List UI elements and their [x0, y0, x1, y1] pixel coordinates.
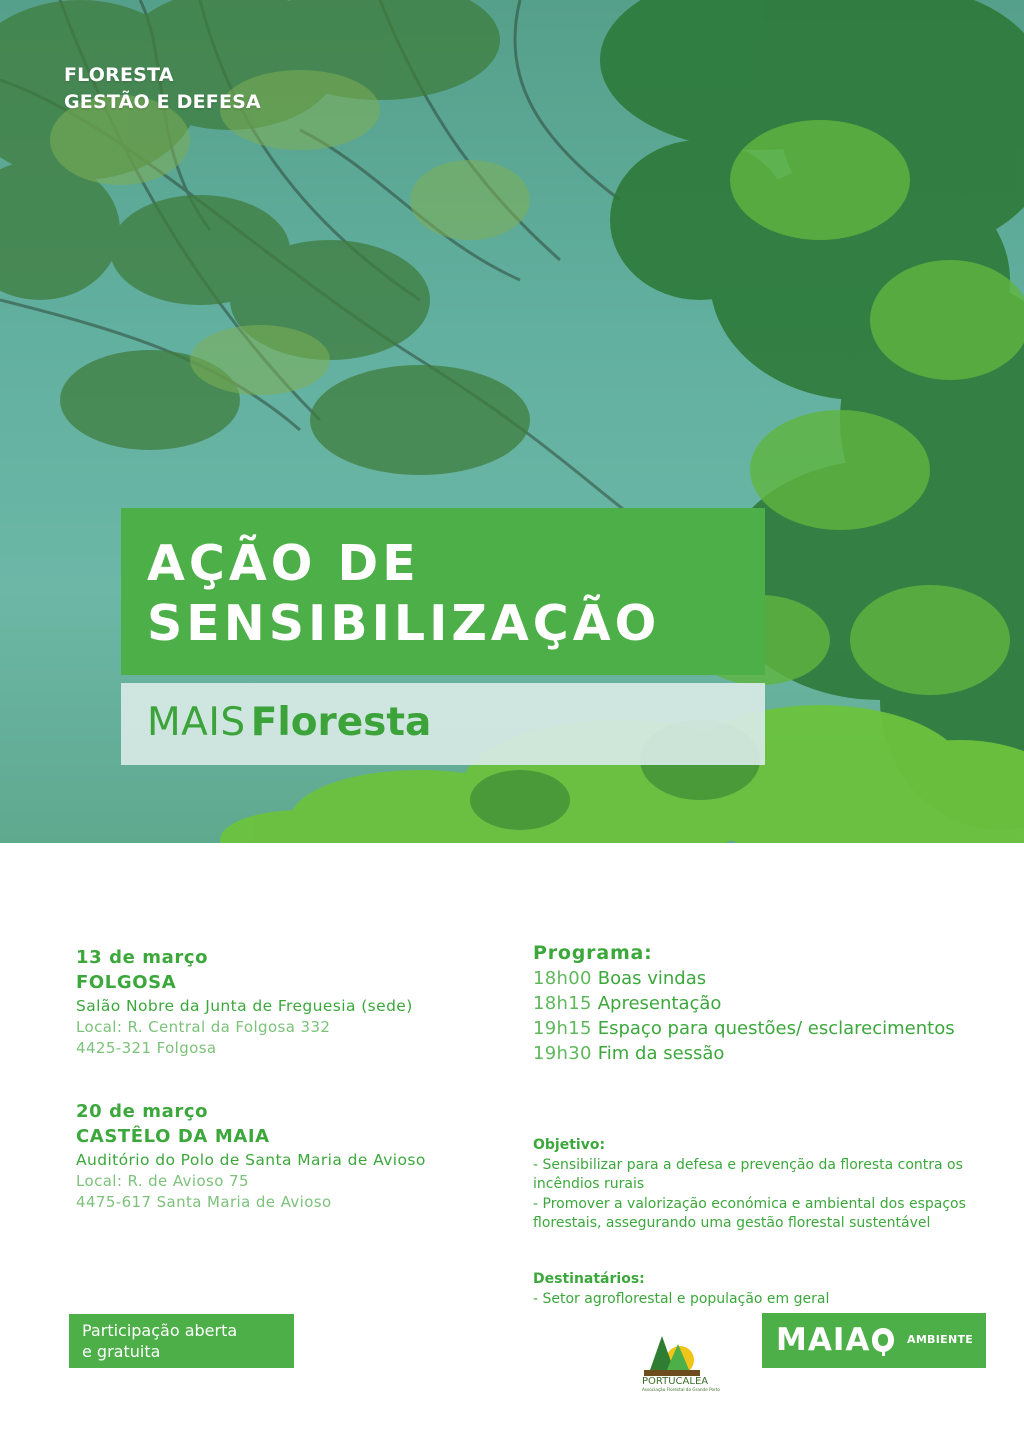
program-time: 18h15: [533, 993, 592, 1014]
program-text: Espaço para questões/ esclarecimentos: [597, 1018, 955, 1039]
event-address-line-2: 4475-617 Santa Maria de Avioso: [76, 1193, 332, 1211]
program-section: [533, 940, 955, 1066]
targets-label: Destinatários:: [533, 1271, 645, 1287]
event-address-line-1: Local: R. de Avioso 75: [76, 1172, 249, 1190]
program-title: Programa:: [533, 942, 653, 964]
event-date: 20 de março: [76, 1101, 209, 1122]
portucalea-logo: [640, 1336, 732, 1392]
event-date: 13 de março: [76, 947, 209, 968]
program-item: [533, 966, 955, 991]
event-folgosa: [76, 945, 413, 1059]
title-line-1: AÇÃO DE: [147, 535, 420, 592]
program-text: Fim da sessão: [597, 1043, 725, 1064]
kicker-line-2: GESTÃO E DEFESA: [64, 91, 261, 113]
program-item: [533, 991, 955, 1016]
program-text: Boas vindas: [597, 968, 707, 989]
title-line-2: SENSIBILIZAÇÃO: [147, 595, 661, 652]
objective-label: Objetivo:: [533, 1137, 606, 1153]
portucalea-name: PORTUCALEA: [642, 1376, 709, 1387]
program-time: 18h00: [533, 968, 592, 989]
maia-ambiente-logo: [762, 1313, 986, 1368]
title-banner: [121, 508, 765, 675]
portucalea-trees-icon: [640, 1336, 732, 1392]
program-item: [533, 1016, 955, 1041]
program-time: 19h30: [533, 1043, 592, 1064]
program-item: [533, 1041, 955, 1066]
subtitle-light: MAIS: [147, 700, 246, 745]
program-time: 19h15: [533, 1018, 592, 1039]
subtitle-bold: Floresta: [250, 700, 432, 745]
badge-line-1: Participação aberta: [82, 1321, 238, 1340]
maia-wordmark: MAIA: [776, 1322, 871, 1358]
portucalea-tagline: Associação Florestal do Grande Porto: [642, 1387, 720, 1392]
participation-badge: [69, 1314, 294, 1368]
objective-item: - Sensibilizar para a defesa e prevenção da floresta contra os incêndios rurais: [533, 1156, 963, 1192]
header-kicker: [64, 62, 261, 116]
event-venue: Auditório do Polo de Santa Maria de Avioso: [76, 1151, 426, 1169]
subtitle-banner: [121, 683, 765, 765]
event-venue: Salão Nobre da Junta de Freguesia (sede): [76, 997, 413, 1015]
objective-item: - Promover a valorização económica e ambiental dos espaços florestais, assegurando uma gestão florestal sustentável: [533, 1195, 966, 1231]
targets-section: [533, 1270, 973, 1309]
badge-line-2: e gratuita: [82, 1342, 161, 1361]
leaf-drop-icon: [870, 1326, 896, 1356]
event-address-line-2: 4425-321 Folgosa: [76, 1039, 217, 1057]
targets-text: - Setor agroflorestal e população em geral: [533, 1290, 830, 1307]
kicker-line-1: FLORESTA: [64, 64, 174, 86]
event-castelo-da-maia: [76, 1099, 426, 1213]
event-address-line-1: Local: R. Central da Folgosa 332: [76, 1018, 331, 1036]
maia-ambiente-label: AMBIENTE: [907, 1333, 974, 1346]
objective-section: [533, 1136, 973, 1234]
event-place: CASTÊLO DA MAIA: [76, 1126, 270, 1147]
program-text: Apresentação: [597, 993, 722, 1014]
event-place: FOLGOSA: [76, 972, 177, 993]
